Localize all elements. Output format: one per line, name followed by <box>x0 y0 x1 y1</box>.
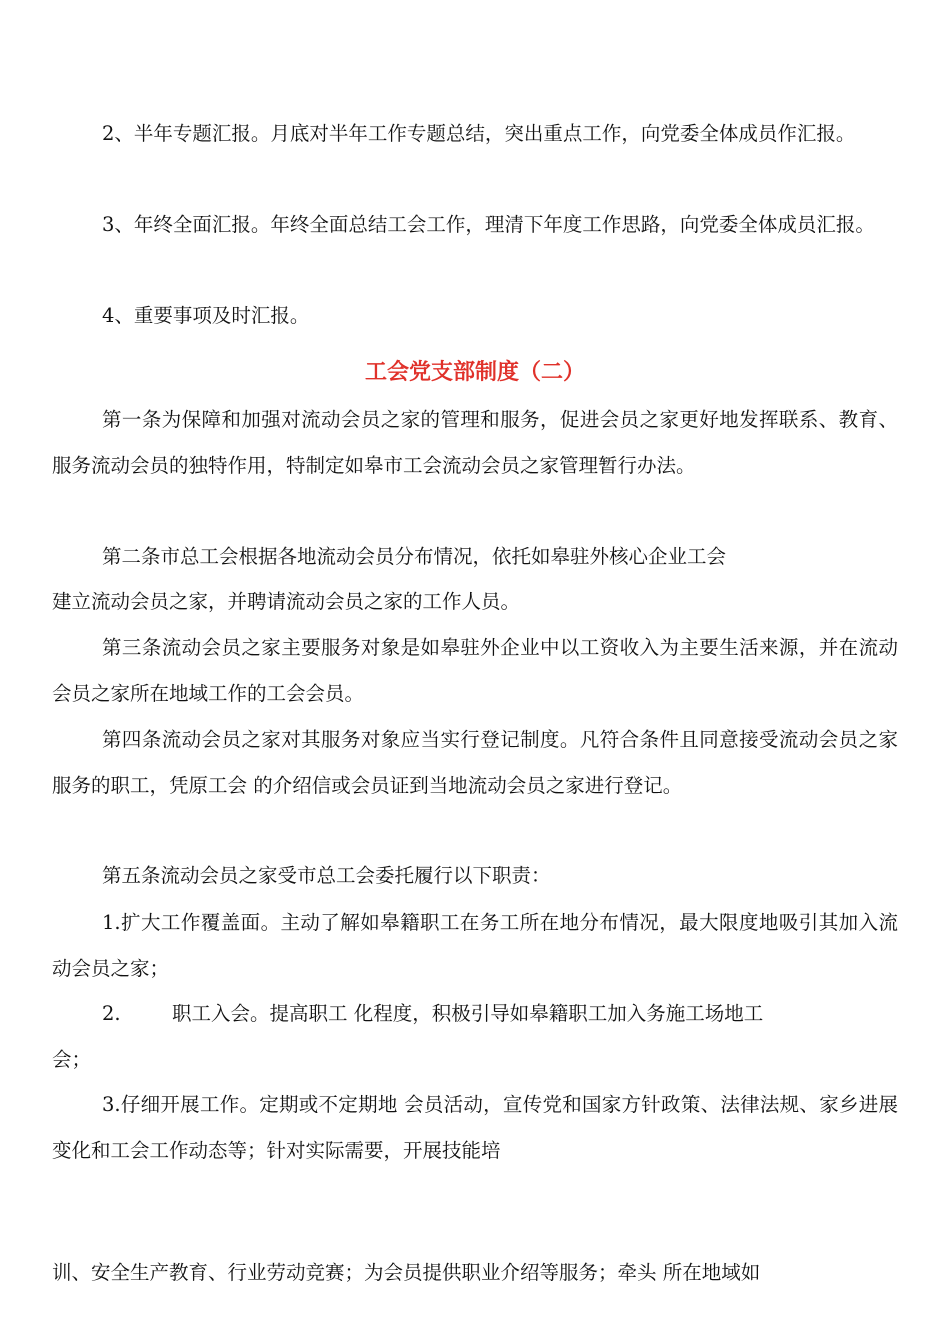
duty-2-text: 职工入会。提高职工 化程度，积极引导如皋籍职工加入务施工场地工 <box>172 1002 764 1025</box>
article-5: 第五条流动会员之家受市总工会委托履行以下职责： <box>102 864 551 887</box>
article-3: 第三条流动会员之家主要服务对象是如皋驻外企业中以工资收入为主要生活来源，并在流动会员之家所在地域工作的工会会员。 <box>52 636 898 705</box>
paragraph-year-end-report: 3、年终全面汇报。年终全面总结工会工作，理清下年度工作思路，向党委全体成员汇报。 <box>102 213 875 236</box>
paragraph-half-year-report: 2、半年专题汇报。月底对半年工作专题总结，突出重点工作，向党委全体成员作汇报。 <box>102 122 856 145</box>
page-bottom-line: 训、安全生产教育、行业劳动竞赛；为会员提供职业介绍等服务；牵头 所在地域如 <box>52 1261 761 1284</box>
article-2-line-1: 第二条市总工会根据各地流动会员分布情况，依托如皋驻外核心企业工会 <box>102 545 727 568</box>
article-4: 第四条流动会员之家对其服务对象应当实行登记制度。凡符合条件且同意接受流动会员之家服务的职工，凭原工会 的介绍信或会员证到当地流动会员之家进行登记。 <box>52 728 898 797</box>
article-2-line-2: 建立流动会员之家，并聘请流动会员之家的工作人员。 <box>52 590 521 613</box>
duty-3: 3.仔细开展工作。定期或不定期地 会员活动，宣传党和国家方针政策、法律法规、家乡进展变化和工会工作动态等；针对实际需要，开展技能培 <box>52 1093 898 1162</box>
article-1: 第一条为保障和加强对流动会员之家的管理和服务，促进会员之家更好地发挥联系、教育、服务流动会员的独特作用，特制定如皋市工会流动会员之家管理暂行办法。 <box>52 408 898 477</box>
duty-1: 1.扩大工作覆盖面。主动了解如皋籍职工在务工所在地分布情况，最大限度地吸引其加入流动会员之家； <box>52 911 898 980</box>
duty-2-number: 2. <box>102 1002 121 1025</box>
duty-2-end: 会； <box>52 1048 92 1071</box>
section-title: 工会党支部制度（二） <box>364 359 585 385</box>
paragraph-important-matters: 4、重要事项及时汇报。 <box>102 304 310 327</box>
